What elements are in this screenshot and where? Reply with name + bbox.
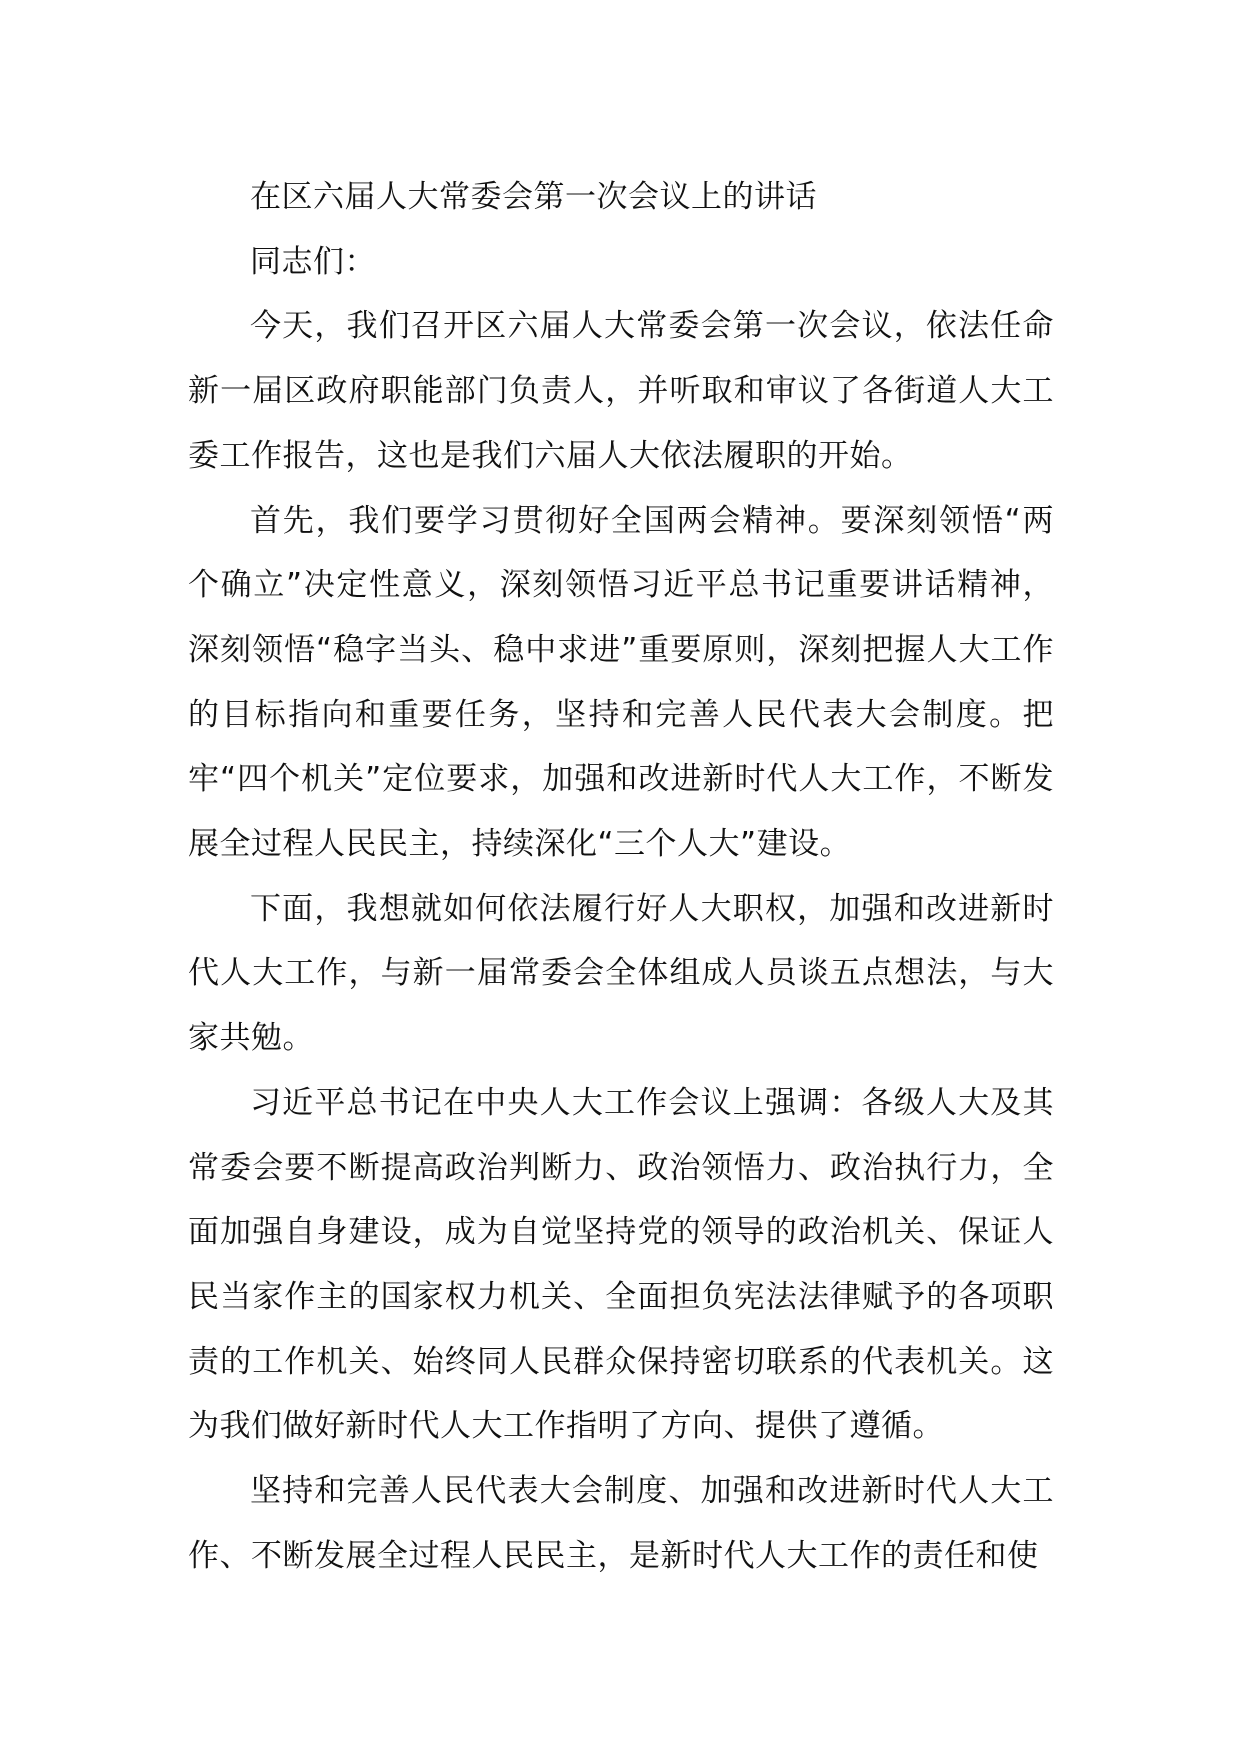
paragraph-two-sessions: 首先，我们要学习贯彻好全国两会精神。要深刻领悟“两个确立”决定性意义，深刻领悟习近平总书记重要讲话精神，深刻领悟“稳字当头、稳中求进”重要原则，深刻把握人大工作的目标指向和重要任务，坚持和完善人民代表大会制度。把牢“四个机关”定位要求，加强和改进新时代人大工作，不断发展全过程人民民主，持续深化“三个人大”建设。 <box>188 502 1054 863</box>
paragraph-mission: 坚持和完善人民代表大会制度、加强和改进新时代人大工作、不断发展全过程人民民主，是新时代人大工作的责任和使 <box>188 1473 1054 1574</box>
paragraph-opening: 今天，我们召开区六届人大常委会第一次会议，依法任命新一届区政府职能部门负责人，并听取和审议了各街道人大工委工作报告，这也是我们六届人大依法履职的开始。 <box>188 308 1054 474</box>
paragraph-xi-quote: 习近平总书记在中央人大工作会议上强调：各级人大及其常委会要不断提高政治判断力、政治领悟力、政治执行力，全面加强自身建设，成为自觉坚持党的领导的政治机关、保证人民当家作主的国家权力机关、全面担负宪法法律赋予的各项职责的工作机关、始终同人民群众保持密切联系的代表机关。这为我们做好新时代人大工作指明了方向、提供了遵循。 <box>188 1084 1054 1445</box>
paragraph-five-points: 下面，我想就如何依法履行好人大职权，加强和改进新时代人大工作，与新一届常委会全体组成人员谈五点想法，与大家共勉。 <box>188 890 1054 1057</box>
salutation: 同志们： <box>250 243 376 280</box>
document-page <box>188 165 1054 1588</box>
document-title: 在区六届人大常委会第一次会议上的讲话 <box>250 179 817 215</box>
